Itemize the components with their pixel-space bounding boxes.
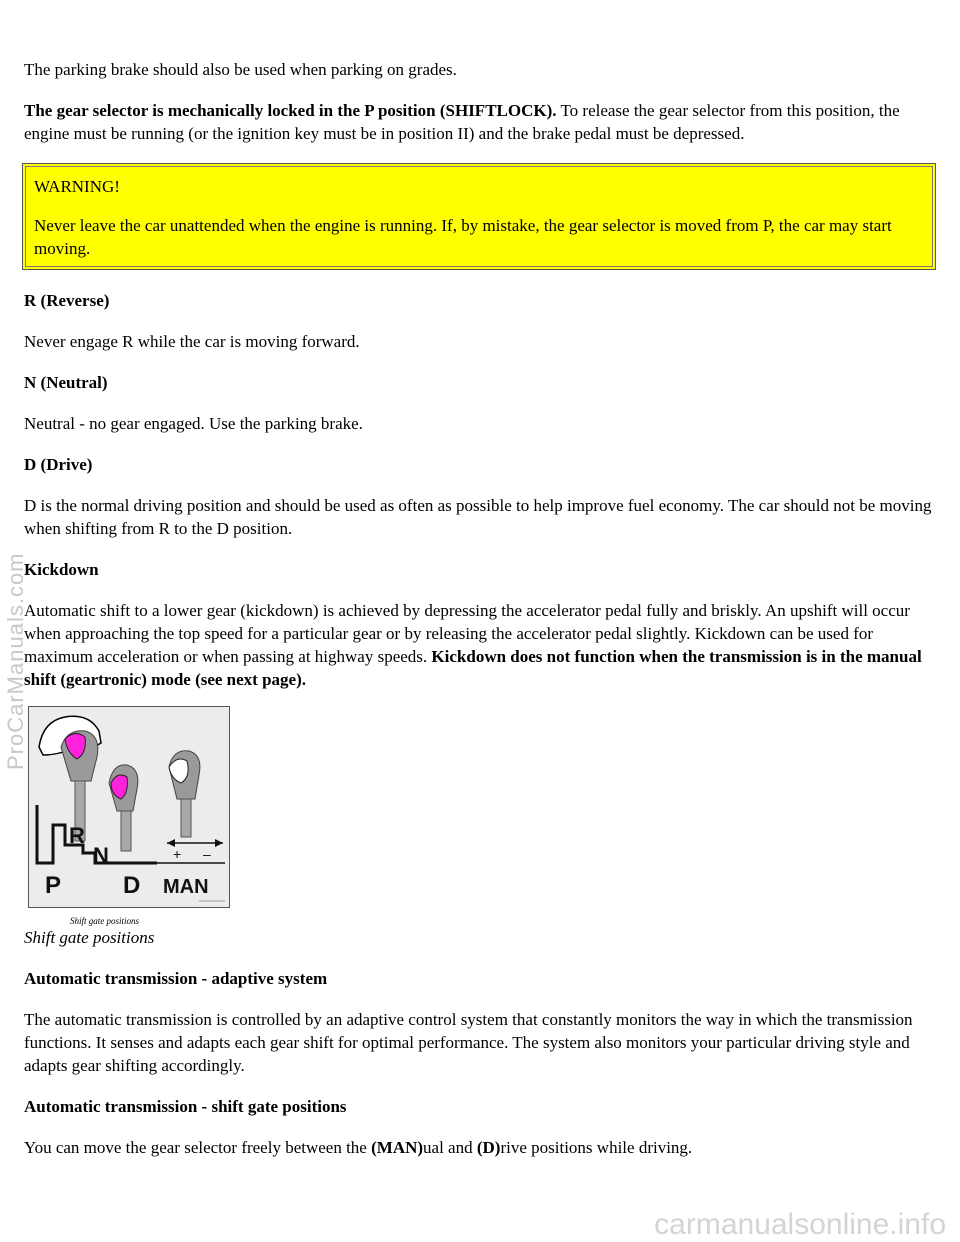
shiftlock-bold: The gear selector is mechanically locked in the P position (SHIFTLOCK). xyxy=(24,101,557,120)
gate-label-n: N xyxy=(93,843,109,868)
shift-gate-figure xyxy=(28,706,232,926)
drive-heading: D (Drive) xyxy=(24,455,93,474)
adaptive-heading: Automatic transmission - adaptive system xyxy=(24,969,328,988)
parking-brake-paragraph: The parking brake should also be used when parking on grades. xyxy=(24,60,457,79)
adaptive-text: The automatic transmission is controlled by an adaptive control system that constantly monitors the way in which the transmission functions. It senses and adapts each gear shift for optimal performance. The system also monitors your particular driving style and adapts gear shifting accordingly. xyxy=(24,1010,913,1075)
shiftlock-text: To release the gear selector from this position, the engine must be running (or the ignition key must be in position II) and the brake pedal must be depressed. xyxy=(24,101,900,143)
kickdown-heading: Kickdown xyxy=(24,560,99,579)
gate-label-d: D xyxy=(123,872,141,899)
reverse-heading: R (Reverse) xyxy=(24,291,110,310)
shift-gate-illustration xyxy=(28,706,230,908)
shiftgate-bold-man: (MAN) xyxy=(371,1138,424,1157)
shiftgate-heading: Automatic transmission - shift gate positions xyxy=(24,1097,347,1116)
figure-caption: Shift gate positions xyxy=(24,928,155,947)
kickdown-text: Automatic shift to a lower gear (kickdown) is achieved by depressing the accelerator pedal fully and briskly. An upshift will occur when approaching the top speed for a particular gear or by releasing the accelerator pedal slightly. Kickdown can be used for maximum acceleration or when passing at highway speeds. xyxy=(24,601,910,666)
warning-title: WARNING! xyxy=(34,177,120,196)
shift-gate-diagram xyxy=(29,707,229,907)
gate-label-p: P xyxy=(45,872,62,899)
reverse-text: Never engage R while the car is moving forward. xyxy=(24,332,360,351)
shiftgate-text-1: You can move the gear selector freely between the xyxy=(24,1138,372,1157)
kickdown-bold: Kickdown does not function when the transmission is in the manual shift (geartronic) mode (see next page). xyxy=(24,647,922,689)
bottom-watermark: carmanualsonline.info xyxy=(654,1208,946,1241)
shiftgate-paragraph xyxy=(24,1136,938,1159)
shiftgate-bold-d: (D) xyxy=(476,1138,501,1157)
gate-label-man: MAN xyxy=(163,876,209,898)
drive-text: D is the normal driving position and should be used as often as possible to help improve fuel economy. The car should not be moving when shifting from R to the D position. xyxy=(24,496,932,538)
shiftgate-text-3: rive positions while driving. xyxy=(500,1138,693,1157)
figure-inset-caption: Shift gate positions xyxy=(70,916,140,926)
gate-plus-label: + xyxy=(173,846,182,862)
neutral-text: Neutral - no gear engaged. Use the parking brake. xyxy=(24,414,363,433)
shiftlock-paragraph xyxy=(24,99,938,145)
warning-box xyxy=(22,163,936,270)
kickdown-paragraph xyxy=(24,599,938,691)
gate-label-r: R xyxy=(69,823,85,848)
manual-page xyxy=(24,58,938,1177)
gate-minus-label: – xyxy=(203,846,211,862)
neutral-heading: N (Neutral) xyxy=(24,373,108,392)
shiftgate-text-2: ual and xyxy=(423,1138,477,1157)
warning-text: Never leave the car unattended when the engine is running. If, by mistake, the gear selector is moved from P, the car may start moving. xyxy=(34,216,892,258)
side-watermark: ProCarManuals.com xyxy=(3,552,28,770)
